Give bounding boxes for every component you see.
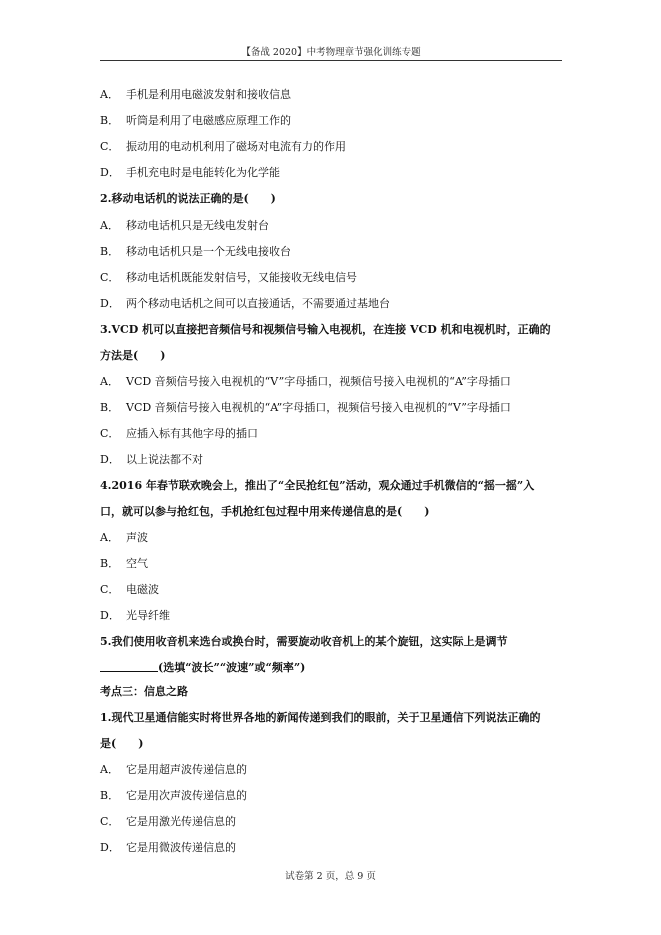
question-line xyxy=(100,660,305,676)
page-header: 【备战 2020】中考物理章节强化训练专题 xyxy=(241,47,421,58)
option-letter: C． xyxy=(100,271,120,284)
option-letter: C． xyxy=(100,140,120,153)
option-letter: B． xyxy=(100,114,120,127)
option-line xyxy=(100,270,357,286)
option-line xyxy=(100,814,236,830)
line-text: VCD 音频信号接入电视机的“V”字母插口，视频信号接入电视机的“A”字母插口 xyxy=(126,375,511,388)
option-line xyxy=(100,165,280,181)
line-text: 听筒是利用了电磁感应原理工作的 xyxy=(126,114,291,127)
line-text: 它是用微波传递信息的 xyxy=(126,841,236,854)
question-line xyxy=(100,736,143,752)
option-line xyxy=(100,840,236,856)
question-line xyxy=(100,710,540,726)
line-text: 空气 xyxy=(126,557,148,570)
line-text: 手机是利用电磁波发射和接收信息 xyxy=(126,88,291,101)
option-letter: D． xyxy=(100,166,120,179)
line-text: VCD 音频信号接入电视机的“A”字母插口，视频信号接入电视机的“V”字母插口 xyxy=(126,401,511,414)
question-line xyxy=(100,478,534,494)
line-text: 光导纤维 xyxy=(126,609,170,622)
line-text: 两个移动电话机之间可以直接通话，不需要通过基地台 xyxy=(126,297,390,310)
answer-blank xyxy=(100,660,158,672)
line-text: 它是用超声波传递信息的 xyxy=(126,763,247,776)
option-letter: C． xyxy=(100,427,120,440)
option-letter: B． xyxy=(100,245,120,258)
line-text: 5.我们使用收音机来选台或换台时，需要旋动收音机上的某个旋钮，这实际上是调节 xyxy=(100,635,508,648)
option-line xyxy=(100,788,247,804)
option-line xyxy=(100,582,159,598)
line-text: 声波 xyxy=(126,531,148,544)
line-text: 方法是( ) xyxy=(100,349,166,362)
line-text: 它是用激光传递信息的 xyxy=(126,815,236,828)
option-line xyxy=(100,530,148,546)
line-text: 以上说法都不对 xyxy=(126,453,203,466)
question-line xyxy=(100,684,188,700)
question-line xyxy=(100,504,429,520)
question-line xyxy=(100,348,165,364)
line-text: 1.现代卫星通信能实时将世界各地的新闻传递到我们的眼前，关于卫星通信下列说法正确的 xyxy=(100,711,541,724)
option-letter: A． xyxy=(100,763,119,776)
question-line xyxy=(100,322,551,338)
line-text: 考点三：信息之路 xyxy=(100,685,188,698)
option-letter: C． xyxy=(100,583,120,596)
line-text: 电磁波 xyxy=(126,583,159,596)
option-line xyxy=(100,400,511,416)
option-line xyxy=(100,218,269,234)
option-letter: A． xyxy=(100,219,119,232)
line-text: 它是用次声波传递信息的 xyxy=(126,789,247,802)
header-divider xyxy=(100,60,562,61)
line-text: 移动电话机只是一个无线电接收台 xyxy=(126,245,291,258)
line-text: 应插入标有其他字母的插口 xyxy=(126,427,258,440)
line-text: 4.2016 年春节联欢晚会上，推出了“全民抢红包”活动，观众通过手机微信的“摇一摇”入 xyxy=(100,479,535,492)
option-letter: B． xyxy=(100,401,120,414)
option-line xyxy=(100,452,203,468)
question-line xyxy=(100,634,507,650)
option-line xyxy=(100,87,291,103)
option-line xyxy=(100,139,346,155)
line-text: 移动电话机既能发射信号，又能接收无线电信号 xyxy=(126,271,357,284)
page-footer: 试卷第 2 页，总 9 页 xyxy=(285,871,376,882)
line-text: (选填“波长”“波速”或“频率”) xyxy=(158,661,306,674)
option-letter: B． xyxy=(100,789,120,802)
line-text: 是( ) xyxy=(100,737,144,750)
line-text: 手机充电时是电能转化为化学能 xyxy=(126,166,280,179)
option-line xyxy=(100,556,148,572)
option-line xyxy=(100,762,247,778)
option-line xyxy=(100,608,170,624)
line-text: 口，就可以参与抢红包，手机抢红包过程中用来传递信息的是( ) xyxy=(100,505,430,518)
option-letter: A． xyxy=(100,375,119,388)
option-letter: C． xyxy=(100,815,120,828)
line-text: 2.移动电话机的说法正确的是( ) xyxy=(100,192,276,205)
option-line xyxy=(100,426,258,442)
option-line xyxy=(100,244,291,260)
option-letter: B． xyxy=(100,557,120,570)
option-letter: D． xyxy=(100,841,120,854)
question-line xyxy=(100,191,276,207)
line-text: 移动电话机只是无线电发射台 xyxy=(126,219,269,232)
option-letter: A． xyxy=(100,88,119,101)
option-line xyxy=(100,113,291,129)
line-text: 3.VCD 机可以直接把音频信号和视频信号输入电视机，在连接 VCD 机和电视机时，正确的 xyxy=(100,323,551,336)
option-line xyxy=(100,296,390,312)
option-line xyxy=(100,374,511,390)
option-letter: A． xyxy=(100,531,119,544)
option-letter: D． xyxy=(100,453,120,466)
option-letter: D． xyxy=(100,609,120,622)
line-text: 振动用的电动机利用了磁场对电流有力的作用 xyxy=(126,140,346,153)
option-letter: D． xyxy=(100,297,120,310)
